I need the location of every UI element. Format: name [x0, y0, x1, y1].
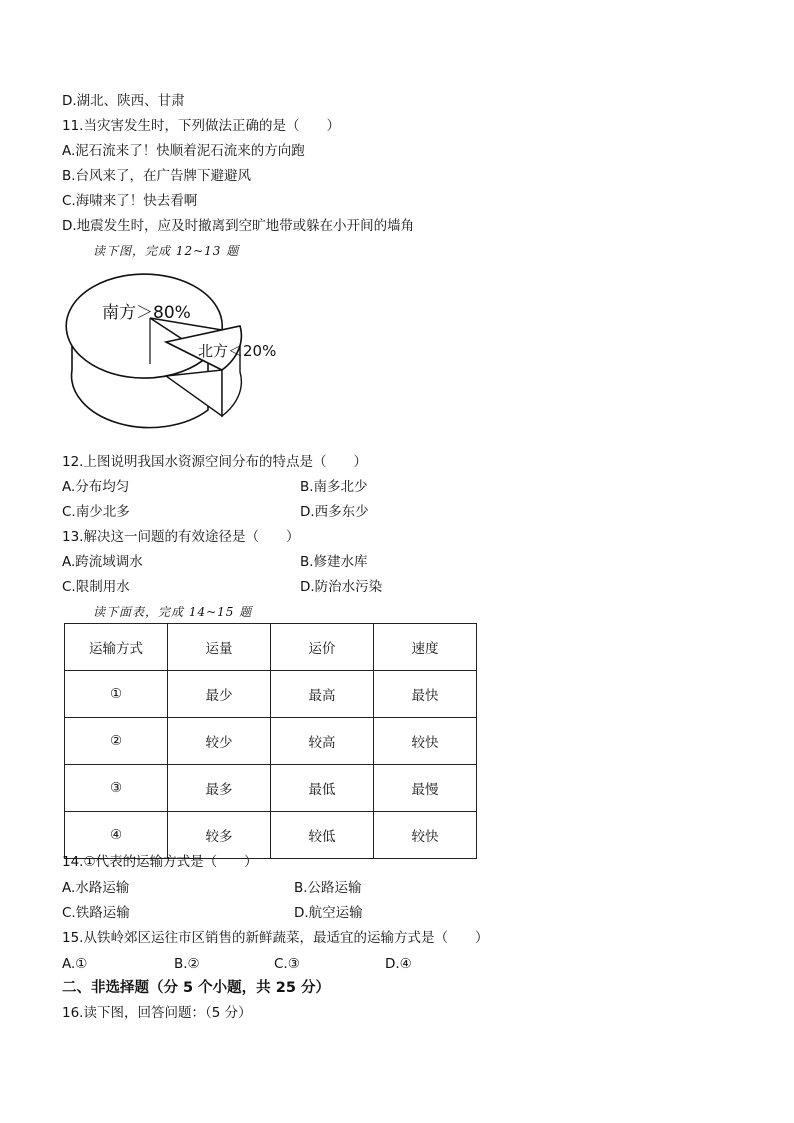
table-row: [65, 812, 477, 859]
table-cell: ③: [65, 765, 168, 812]
q12-option-a: A.分布均匀: [62, 479, 130, 495]
q15-option-d: D.④: [385, 956, 412, 972]
hint-14-15: 读下面表，完成 14~15 题: [93, 605, 253, 619]
pie-north-label: 北方＜20%: [198, 342, 277, 360]
q13-option-a: A.跨流域调水: [62, 554, 143, 570]
table-cell: 较低: [271, 812, 374, 859]
table-header-cell: 速度: [374, 624, 477, 671]
table-cell: 较多: [168, 812, 271, 859]
q11-option-b: B.台风来了，在广告牌下避避风: [62, 168, 252, 184]
table-header-cell: 运输方式: [65, 624, 168, 671]
q14-option-d: D.航空运输: [294, 905, 363, 921]
table-row: [65, 671, 477, 718]
table-cell: 最低: [271, 765, 374, 812]
q13-option-c: C.限制用水: [62, 579, 130, 595]
table-cell: 较高: [271, 718, 374, 765]
q13-option-b: B.修建水库: [300, 554, 368, 570]
table-cell: ④: [65, 812, 168, 859]
water-resource-pie-chart: [62, 268, 302, 438]
q13-option-d: D.防治水污染: [300, 579, 383, 595]
q11-option-c: C.海啸来了！快去看啊: [62, 193, 198, 209]
table-header-row: [65, 624, 477, 671]
table-cell: 最少: [168, 671, 271, 718]
table-cell: 较少: [168, 718, 271, 765]
q16-stem: 16.读下图，回答问题：（5 分）: [62, 1005, 252, 1021]
table-row: [65, 718, 477, 765]
q14-option-c: C.铁路运输: [62, 905, 130, 921]
pie-south-label: 南方＞80%: [102, 303, 191, 323]
q15-stem: 15.从铁岭郊区运往市区销售的新鲜蔬菜，最适宜的运输方式是（ ）: [62, 930, 489, 946]
q11-stem: 11.当灾害发生时，下列做法正确的是（ ）: [62, 118, 340, 134]
table-cell: 较快: [374, 812, 477, 859]
table-cell: 最快: [374, 671, 477, 718]
table-cell: 最慢: [374, 765, 477, 812]
table-cell: 最多: [168, 765, 271, 812]
q13-stem: 13.解决这一问题的有效途径是（ ）: [62, 529, 300, 545]
q12-option-b: B.南多北少: [300, 479, 368, 495]
table-cell: 最高: [271, 671, 374, 718]
table-header-cell: 运价: [271, 624, 374, 671]
q14-option-b: B.公路运输: [294, 880, 362, 896]
q12-option-c: C.南少北多: [62, 504, 130, 520]
section-2-title: 二、非选择题（分 5 个小题，共 25 分）: [62, 980, 330, 996]
q12-option-d: D.西多东少: [300, 504, 369, 520]
table-header-cell: 运量: [168, 624, 271, 671]
q14-option-a: A.水路运输: [62, 880, 130, 896]
table-row: [65, 765, 477, 812]
hint-12-13: 读下图，完成 12~13 题: [93, 244, 240, 258]
q14-stem: 14.①代表的运输方式是（ ）: [62, 854, 258, 870]
pie-south-top: [66, 274, 222, 378]
q10-option-d: D.湖北、陕西、甘肃: [62, 93, 185, 109]
q15-option-b: B.②: [174, 956, 200, 972]
q15-option-a: A.①: [62, 956, 88, 972]
q12-stem: 12.上图说明我国水资源空间分布的特点是（ ）: [62, 454, 367, 470]
table-cell: ①: [65, 671, 168, 718]
q11-option-d: D.地震发生时，应及时撤离到空旷地带或躲在小开间的墙角: [62, 218, 415, 234]
table-cell: ②: [65, 718, 168, 765]
table-cell: 较快: [374, 718, 477, 765]
q11-option-a: A.泥石流来了！快顺着泥石流来的方向跑: [62, 143, 305, 159]
transport-table: [64, 623, 477, 859]
q15-option-c: C.③: [274, 956, 300, 972]
